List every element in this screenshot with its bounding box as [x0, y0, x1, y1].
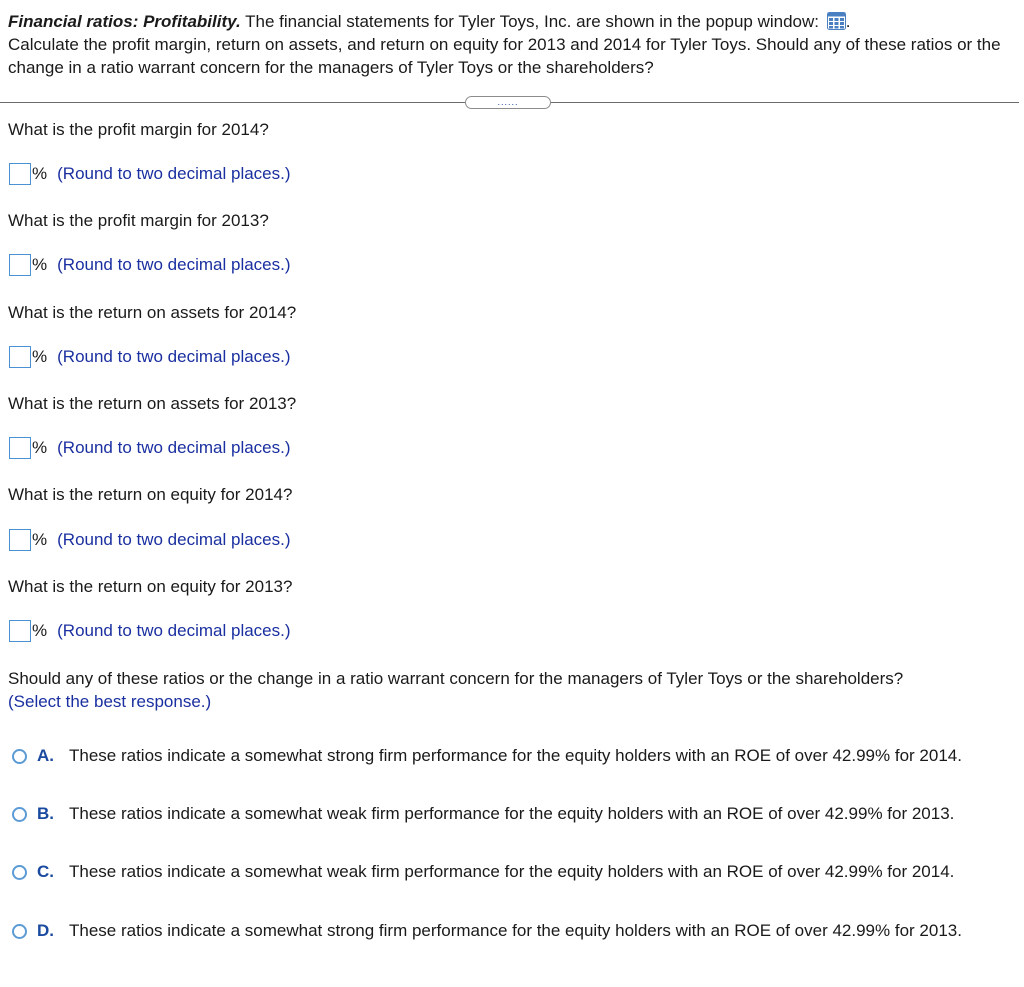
radio-button[interactable] [12, 865, 27, 880]
option-letter: A. [37, 746, 54, 765]
rounding-hint: (Round to two decimal places.) [57, 255, 291, 274]
percent-unit: % [32, 438, 48, 457]
percent-unit: % [32, 255, 48, 274]
option-b[interactable] [12, 803, 1012, 825]
percent-unit: % [32, 530, 48, 549]
rounding-hint: (Round to two decimal places.) [57, 347, 291, 366]
option-letter: C. [37, 862, 54, 881]
answer-row [9, 529, 291, 551]
rounding-hint: (Round to two decimal places.) [57, 621, 291, 640]
option-letter: D. [37, 921, 54, 940]
intro-end: . [845, 12, 851, 31]
radio-button[interactable] [12, 924, 27, 939]
task-text: Calculate the profit margin, return on assets, and return on equity for 2013 and 2014 for Tyler Toys. Should any of these ratios or the change in a ratio warrant concern for the managers of Tyler Toys or the shareholders? [8, 35, 1001, 77]
answer-input[interactable] [9, 254, 31, 276]
option-a[interactable] [12, 745, 1012, 767]
final-question-text: Should any of these ratios or the change in a ratio warrant concern for the managers of Tyler Toys or the shareholders? [8, 669, 904, 688]
percent-unit: % [32, 347, 48, 366]
question-label: What is the return on equity for 2013? [8, 577, 293, 596]
question-label: What is the return on assets for 2013? [8, 394, 297, 413]
question-label: What is the profit margin for 2014? [8, 120, 269, 139]
question-header [8, 10, 1008, 79]
option-d[interactable] [12, 920, 1012, 942]
rounding-hint: (Round to two decimal places.) [57, 438, 291, 457]
answer-row [9, 346, 291, 368]
spreadsheet-grid-icon[interactable] [827, 12, 846, 30]
answer-input[interactable] [9, 620, 31, 642]
option-text[interactable]: These ratios indicate a somewhat strong firm performance for the equity holders with an ROE of over 42.99% for 2013. [69, 921, 962, 940]
radio-button[interactable] [12, 749, 27, 764]
answer-input[interactable] [9, 163, 31, 185]
answer-row [9, 163, 291, 185]
percent-unit: % [32, 164, 48, 183]
radio-button[interactable] [12, 807, 27, 822]
expand-toggle-button[interactable]: ...... [465, 96, 551, 109]
question-label: What is the return on assets for 2014? [8, 303, 297, 322]
answer-input[interactable] [9, 529, 31, 551]
option-letter: B. [37, 804, 54, 823]
answer-row [9, 254, 291, 276]
question-label: What is the return on equity for 2014? [8, 485, 293, 504]
answer-input[interactable] [9, 437, 31, 459]
option-c[interactable] [12, 861, 1012, 883]
rounding-hint: (Round to two decimal places.) [57, 164, 291, 183]
answer-input[interactable] [9, 346, 31, 368]
question-label: What is the profit margin for 2013? [8, 211, 269, 230]
intro-text: The financial statements for Tyler Toys, Inc. are shown in the popup window: [245, 12, 820, 31]
option-text[interactable]: These ratios indicate a somewhat strong firm performance for the equity holders with an ROE of over 42.99% for 2014. [69, 746, 962, 765]
percent-unit: % [32, 621, 48, 640]
answer-row [9, 437, 291, 459]
rounding-hint: (Round to two decimal places.) [57, 530, 291, 549]
select-hint: (Select the best response.) [8, 692, 212, 711]
final-question [8, 667, 1008, 713]
problem-title: Financial ratios: Profitability. [8, 12, 241, 31]
option-text[interactable]: These ratios indicate a somewhat weak firm performance for the equity holders with an ROE of over 42.99% for 2014. [69, 862, 955, 881]
answer-row [9, 620, 291, 642]
option-text[interactable]: These ratios indicate a somewhat weak firm performance for the equity holders with an ROE of over 42.99% for 2013. [69, 804, 955, 823]
